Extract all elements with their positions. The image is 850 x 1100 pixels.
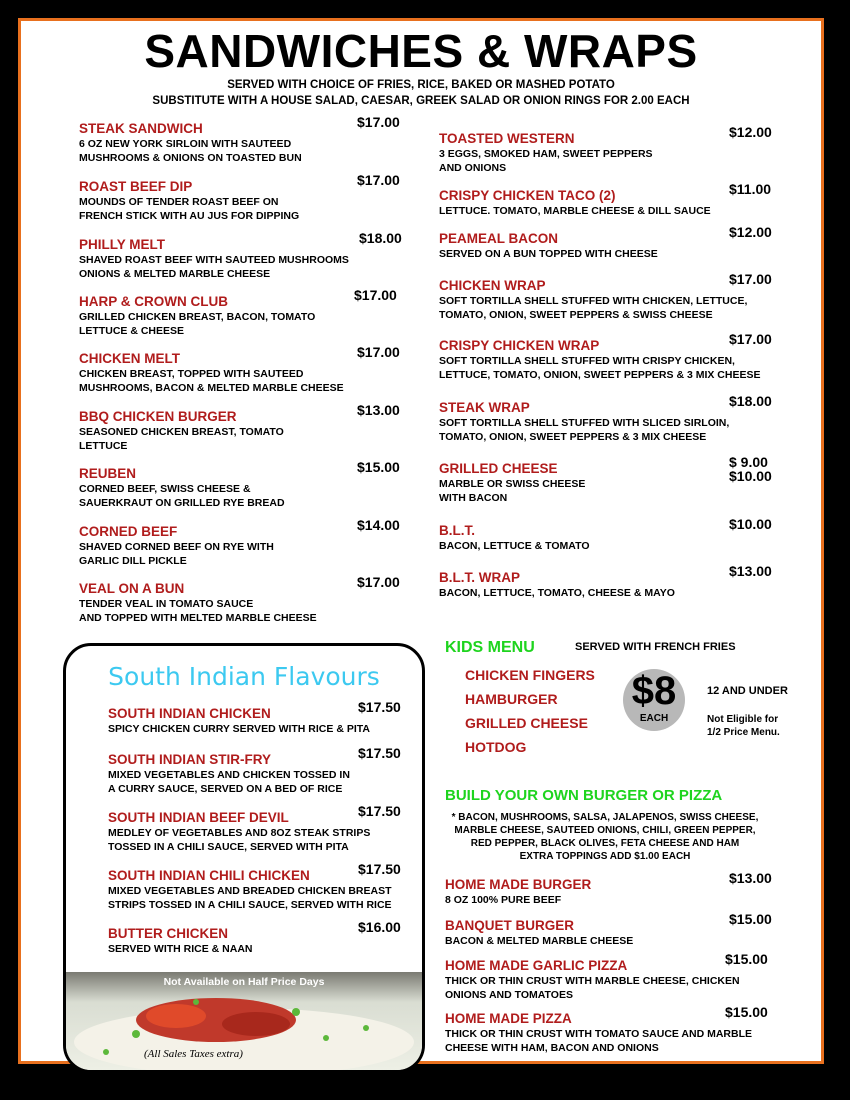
- item-name: BUTTER CHICKEN: [108, 926, 228, 941]
- food-photo: [66, 972, 422, 1072]
- item-price: $17.00: [357, 344, 400, 360]
- item-description: SPICY CHICKEN CURRY SERVED WITH RICE & PITA: [108, 723, 370, 735]
- south-indian-box: [63, 643, 425, 1073]
- item-description: SOFT TORTILLA SHELL STUFFED WITH CRISPY CHICKEN, LETTUCE, TOMATO, ONION, SWEET PEPPERS & 3 MIX CHEESE: [439, 355, 761, 381]
- item-name: SOUTH INDIAN CHILI CHICKEN: [108, 868, 310, 883]
- item-description: SEASONED CHICKEN BREAST, TOMATO LETTUCE: [79, 426, 284, 452]
- subtitle-sides: SERVED WITH CHOICE OF FRIES, RICE, BAKED OR MASHED POTATO: [227, 79, 615, 91]
- item-description: GRILLED CHICKEN BREAST, BACON, TOMATO LETTUCE & CHEESE: [79, 311, 316, 337]
- item-name: SOUTH INDIAN BEEF DEVIL: [108, 810, 289, 825]
- item-price: $17.50: [358, 745, 401, 761]
- item-name: SOUTH INDIAN STIR-FRY: [108, 752, 271, 767]
- kids-menu-title: KIDS MENU: [445, 639, 535, 656]
- item-price: $10.00: [729, 516, 772, 532]
- item-description: 3 EGGS, SMOKED HAM, SWEET PEPPERS AND ONIONS: [439, 148, 653, 174]
- kids-item: HAMBURGER: [465, 691, 558, 707]
- build-toppings: * BACON, MUSHROOMS, SALSA, JALAPENOS, SWISS CHEESE, MARBLE CHEESE, SAUTEED ONIONS, CHILI, GREEN PEPPER, RED PEPPER, BLACK OLIVES, FETA CHEESE AND HAM EXTRA TOPPINGS ADD $1.00 EACH: [451, 812, 759, 862]
- item-price: $18.00: [359, 230, 402, 246]
- item-price: $13.00: [357, 402, 400, 418]
- item-description: TENDER VEAL IN TOMATO SAUCE AND TOPPED WITH MELTED MARBLE CHEESE: [79, 598, 317, 624]
- item-description: MEDLEY OF VEGETABLES AND 8OZ STEAK STRIPS TOSSED IN A CHILI SAUCE, SERVED WITH PITA: [108, 827, 371, 853]
- item-price: $12.00: [729, 224, 772, 240]
- item-price: $17.50: [358, 861, 401, 877]
- item-name: PHILLY MELT: [79, 237, 166, 252]
- item-description: THICK OR THIN CRUST WITH MARBLE CHEESE, CHICKEN ONIONS AND TOMATOES: [445, 975, 740, 1001]
- item-name: B.L.T. WRAP: [439, 570, 520, 585]
- kids-each-label: EACH: [639, 713, 669, 724]
- item-name: HOME MADE GARLIC PIZZA: [445, 958, 628, 973]
- item-price: $17.00: [354, 287, 397, 303]
- item-name: REUBEN: [79, 466, 137, 481]
- kids-price: $8: [631, 669, 677, 713]
- item-description: SHAVED ROAST BEEF WITH SAUTEED MUSHROOMS ONIONS & MELTED MARBLE CHEESE: [79, 254, 349, 280]
- kids-item: HOTDOG: [465, 739, 527, 755]
- item-description: MOUNDS OF TENDER ROAST BEEF ON FRENCH STICK WITH AU JUS FOR DIPPING: [79, 196, 300, 222]
- item-description: 8 OZ 100% PURE BEEF: [445, 894, 562, 906]
- subtitle-substitute: SUBSTITUTE WITH A HOUSE SALAD, CAESAR, GREEK SALAD OR ONION RINGS FOR 2.00 EACH: [152, 95, 690, 107]
- item-price: $11.00: [729, 181, 772, 197]
- kids-eligibility-note: Not Eligible for 1/2 Price Menu.: [707, 714, 780, 738]
- item-description: CHICKEN BREAST, TOPPED WITH SAUTEED MUSHROOMS, BACON & MELTED MARBLE CHEESE: [79, 368, 344, 394]
- item-price: $17.50: [358, 699, 401, 715]
- item-price: $14.00: [357, 517, 400, 533]
- item-price: $17.50: [358, 803, 401, 819]
- item-price: $13.00: [729, 870, 772, 886]
- item-name: SOUTH INDIAN CHICKEN: [108, 706, 271, 721]
- item-price: $17.00: [729, 331, 772, 347]
- item-name: VEAL ON A BUN: [79, 581, 185, 596]
- item-description: MIXED VEGETABLES AND BREADED CHICKEN BREAST STRIPS TOSSED IN A CHILI SAUCE, SERVED WITH RICE: [108, 885, 392, 911]
- half-price-note: Not Available on Half Price Days: [163, 976, 325, 988]
- kids-served-note: SERVED WITH FRENCH FRIES: [575, 641, 736, 653]
- item-description: BACON, LETTUCE, TOMATO, CHEESE & MAYO: [439, 587, 675, 599]
- kids-age-note: 12 AND UNDER: [707, 685, 788, 697]
- item-description: SOFT TORTILLA SHELL STUFFED WITH CHICKEN, LETTUCE, TOMATO, ONION, SWEET PEPPERS & SWISS CHEESE: [439, 295, 748, 321]
- item-price: $17.00: [729, 271, 772, 287]
- item-price: $15.00: [729, 911, 772, 927]
- item-description: SERVED WITH RICE & NAAN: [108, 943, 253, 955]
- item-price: $13.00: [729, 563, 772, 579]
- item-description: SOFT TORTILLA SHELL STUFFED WITH SLICED SIRLOIN, TOMATO, ONION, SWEET PEPPERS & 3 MIX CHEESE: [439, 417, 730, 443]
- south-indian-title: South Indian Flavours: [108, 662, 380, 691]
- item-description: 6 OZ NEW YORK SIRLOIN WITH SAUTEED MUSHROOMS & ONIONS ON TOASTED BUN: [79, 138, 302, 164]
- item-name: GRILLED CHEESE: [439, 461, 558, 476]
- item-description: MIXED VEGETABLES AND CHICKEN TOSSED IN A CURRY SAUCE, SERVED ON A BED OF RICE: [108, 769, 350, 795]
- build-your-own-title: BUILD YOUR OWN BURGER OR PIZZA: [445, 787, 723, 804]
- price-badge: [623, 669, 685, 731]
- item-price: $17.00: [357, 172, 400, 188]
- menu-page: [18, 18, 824, 1064]
- item-name: STEAK WRAP: [439, 400, 530, 415]
- item-description: BACON, LETTUCE & TOMATO: [439, 540, 590, 552]
- item-name: HOME MADE BURGER: [445, 877, 592, 892]
- item-price: $15.00: [725, 1004, 768, 1020]
- item-name: CHICKEN MELT: [79, 351, 180, 366]
- item-description: SHAVED CORNED BEEF ON RYE WITH GARLIC DILL PICKLE: [79, 541, 274, 567]
- item-name: CRISPY CHICKEN WRAP: [439, 338, 600, 353]
- item-name: HOME MADE PIZZA: [445, 1011, 572, 1026]
- item-description: CORNED BEEF, SWISS CHEESE & SAUERKRAUT ON GRILLED RYE BREAD: [79, 483, 285, 509]
- item-name: CORNED BEEF: [79, 524, 178, 539]
- item-name: CHICKEN WRAP: [439, 278, 546, 293]
- item-price: $17.00: [357, 114, 400, 130]
- item-description: LETTUCE. TOMATO, MARBLE CHEESE & DILL SAUCE: [439, 205, 711, 217]
- taxes-footer: (All Sales Taxes extra): [144, 1048, 243, 1060]
- item-description: SERVED ON A BUN TOPPED WITH CHEESE: [439, 248, 658, 260]
- item-price: $18.00: [729, 393, 772, 409]
- item-name: STEAK SANDWICH: [79, 121, 203, 136]
- page-title: SANDWICHES & WRAPS: [144, 25, 698, 77]
- item-price: $15.00: [357, 459, 400, 475]
- item-price: $12.00: [729, 124, 772, 140]
- item-name: BBQ CHICKEN BURGER: [79, 409, 237, 424]
- item-name: CRISPY CHICKEN TACO (2): [439, 188, 616, 203]
- item-price: $16.00: [358, 919, 401, 935]
- kids-item: GRILLED CHEESE: [465, 715, 588, 731]
- item-name: PEAMEAL BACON: [439, 231, 559, 246]
- item-name: HARP & CROWN CLUB: [79, 294, 228, 309]
- item-description: THICK OR THIN CRUST WITH TOMATO SAUCE AND MARBLE CHEESE WITH HAM, BACON AND ONIONS: [445, 1028, 753, 1054]
- kids-item: CHICKEN FINGERS: [465, 667, 595, 683]
- item-name: BANQUET BURGER: [445, 918, 575, 933]
- item-price: $15.00: [725, 951, 768, 967]
- item-name: ROAST BEEF DIP: [79, 179, 193, 194]
- item-name: TOASTED WESTERN: [439, 131, 575, 146]
- item-price: $17.00: [357, 574, 400, 590]
- item-name: B.L.T.: [439, 523, 475, 538]
- item-description: MARBLE OR SWISS CHEESE WITH BACON: [439, 478, 586, 504]
- item-description: BACON & MELTED MARBLE CHEESE: [445, 935, 634, 947]
- item-price: $ 9.00 $10.00: [729, 454, 772, 484]
